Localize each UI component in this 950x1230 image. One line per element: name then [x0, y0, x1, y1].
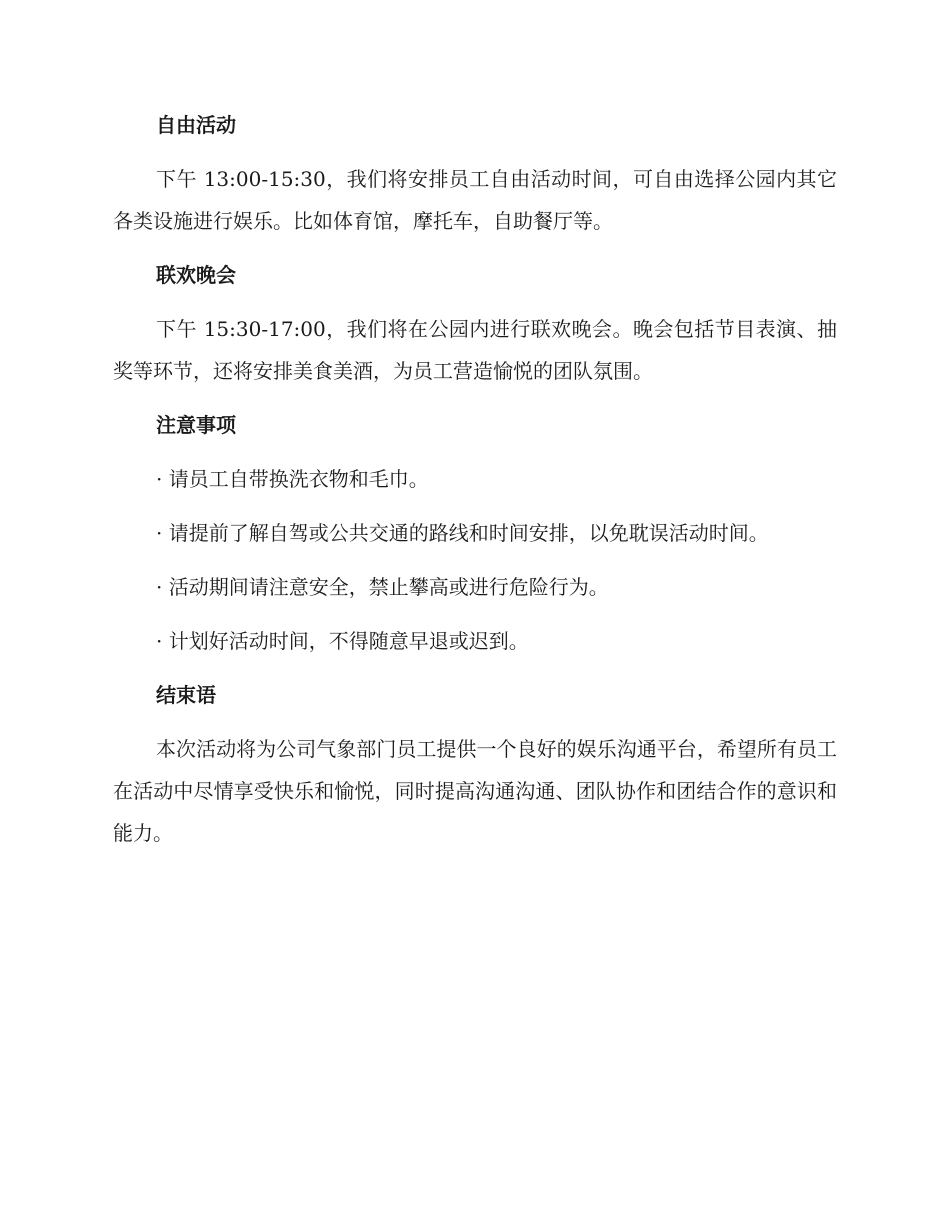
- section-heading-free-activity: 自由活动: [156, 113, 236, 137]
- document-page: [113, 104, 837, 866]
- section-paragraph-evening-party: 下午 15:30-17:00，我们将在公园内进行联欢晚会。晚会包括节目表演、抽奖等环节，还将安排美食美酒，为员工营造愉悦的团队氛围。: [113, 317, 837, 383]
- bullet-item: · 活动期间请注意安全，禁止攀高或进行危险行为。: [156, 575, 609, 599]
- section-heading-closing: 结束语: [156, 683, 216, 707]
- bullet-item: · 计划好活动时间，不得随意早退或迟到。: [156, 629, 529, 653]
- section-paragraph-free-activity: 下午 13:00-15:30，我们将安排员工自由活动时间，可自由选择公园内其它各类设施进行娱乐。比如体育馆，摩托车，自助餐厅等。: [113, 167, 837, 233]
- bullet-item: · 请员工自带换洗衣物和毛巾。: [156, 467, 429, 491]
- section-paragraph-closing: 本次活动将为公司气象部门员工提供一个良好的娱乐沟通平台，希望所有员工在活动中尽情享受快乐和愉悦，同时提高沟通沟通、团队协作和团结合作的意识和能力。: [113, 737, 837, 845]
- section-heading-notes: 注意事项: [156, 413, 236, 437]
- section-heading-evening-party: 联欢晚会: [156, 263, 236, 287]
- bullet-item: · 请提前了解自驾或公共交通的路线和时间安排，以免耽误活动时间。: [156, 521, 769, 545]
